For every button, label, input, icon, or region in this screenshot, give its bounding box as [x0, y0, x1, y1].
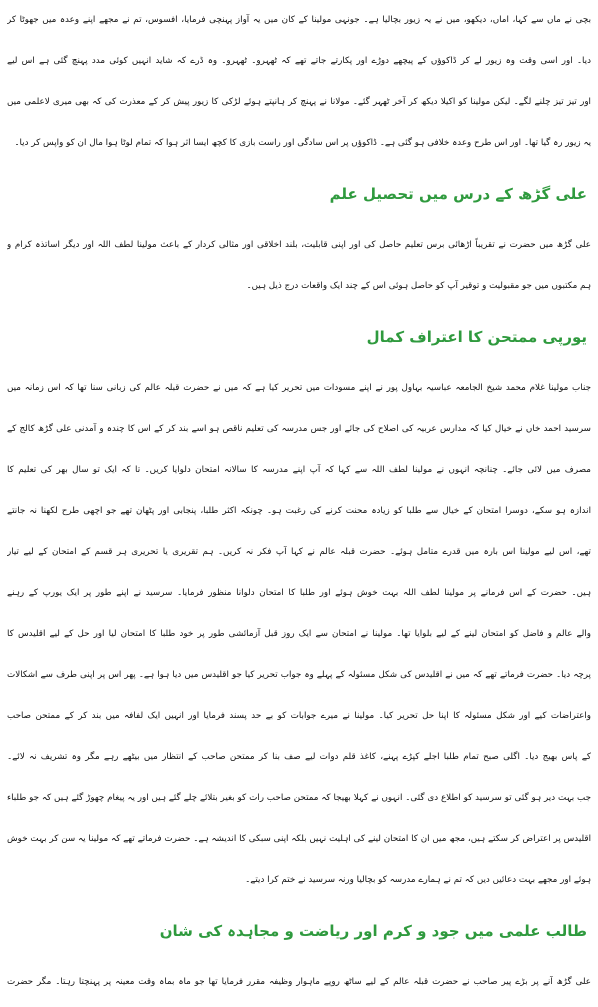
section-heading-education: علی گڑھ کے درس میں تحصیل علم	[329, 185, 587, 203]
section-heading-examiner: یورپی ممتحن کا اعتراف کمال	[366, 328, 587, 346]
text-line: علی گڑھ آنے پر بڑے پیر صاحب نے حضرت قبلہ عالم کے لیے ساٹھ روپے ماہوار وظیفہ مقرر فرمایا تھا جو ماہ بماہ وقت معینہ پر پہنچتا رہتا۔ مگر حضرت	[7, 977, 591, 987]
text-line: علی گڑھ میں حضرت نے تقریباً اڑھائی برس تعلیم حاصل کی اور اپنی قابلیت، بلند اخلاقی اور مثالی کردار کے باعث مولینا لطف اللہ اور دیگر اساتذہ کرام و	[7, 240, 591, 250]
text-line: اور تیز تیز چلنے لگے۔ لیکن مولینا کو اکیلا دیکھ کر آخر ٹھہر گئے۔ مولانا نے پہنچ کر ہانپتے ہوئے لڑکی کا زیور پیش کر کے معذرت کی کہ بھی میری لاعلمی میں	[7, 97, 591, 107]
text-line: اندازہ ہو سکے، دوسرا امتحان کے خیال سے طلبا کو زیادہ محنت کرنے کی رغبت ہو۔ چونکہ اکثر طلبا، پنجابی اور پٹھان تھے جو اچھی طرح لکھنا نہ جانتے	[7, 506, 591, 516]
text-line: ہم مکتبوں میں جو مقبولیت و توقیر آپ کو حاصل ہوئی اس کے چند ایک واقعات درج ذیل ہیں۔	[246, 281, 591, 291]
text-line: پرچہ دیا۔ حضرت فرماتے تھے کہ میں نے اقلیدس کی شکل مسئولہ کے پہلے وہ جواب تحریر کیا جو اقلیدس میں دیا ہوا ہے۔ پھر اس پر اپنی طرف سے اشکالات	[7, 670, 591, 680]
text-line: ہوئے اور مجھے بہت دعائیں دیں کہ تم نے ہمارے مدرسہ کو بچالیا ورنہ سرسید نے ختم کرا دیتے۔	[245, 875, 591, 885]
text-line: مصرف میں لائی جائے۔ چنانچہ انہوں نے مولینا لطف اللہ سے کہا کہ آپ اپنے مدرسہ کا سالانہ امتحان دلوایا کریں۔ تا کہ ایک تو سال بھر کی تعلیم کا	[7, 465, 591, 475]
text-line: بچی نے ماں سے کہا، اماں، دیکھو، میں نے یہ زیور بچالیا ہے۔ جونہی مولینا کے کان میں یہ آواز پہنچی فرمایا، افسوس، تم نے مجھے اپنے وعدہ میں جھوٹا کر	[7, 15, 591, 25]
paragraph-examiner	[7, 368, 591, 901]
paragraph-intro	[7, 0, 591, 164]
text-line: والے عالم و فاضل کو امتحان لینے کے لیے بلوایا تھا۔ مولینا نے امتحان سے ایک روز قبل آزمائشی طور پر خود طلبا کا امتحان لیا اور حل کے لیے اقلیدس کا	[7, 629, 591, 639]
text-line: تھے، اس لیے مولینا اس بارہ میں قدرے متامل ہوئے۔ حضرت قبلہ عالم نے کہا آپ فکر نہ کریں۔ ہم تقریری یا تحریری ہر قسم کے امتحان کے لیے تیار	[7, 547, 591, 557]
text-line: دیا۔ اور اسی وقت وہ زیور لے کر ڈاکوؤں کے پیچھے دوڑے اور پکارتے جاتے تھے کہ ٹھہرو۔ ٹھہرو۔ وہ ڈرے کہ شاید انہیں کوئی مدد پہنچ گئی ہے اس لیے	[7, 56, 591, 66]
text-line: ہیں۔ حضرت کے اس فرمانے پر مولینا لطف اللہ بہت خوش ہوئے اور طلبا کا امتحان دلوانا منظور فرمایا۔ سرسید نے اپنے طور پر ایک یورپ کے رہنے	[7, 588, 591, 598]
text-line: سرسید احمد خاں نے خیال کیا کہ مدارس عربیہ کی اصلاح کی جائے اور جس مدرسہ کی تعلیم ناقص ہو اسے بند کر کے اس کا چندہ و آمدنی علی گڑھ کالج کے	[7, 424, 591, 434]
text-line: کے پاس بھیج دیا۔ اگلی صبح تمام طلبا اجلے کپڑے پہنے، کاغذ قلم دوات لیے صف بنا کر ممتحن صاحب کے انتظار میں بیٹھے رہے مگر وہ تشریف نہ لائے۔	[7, 752, 591, 762]
text-line: جناب مولینا غلام محمد شیخ الجامعہ عباسیہ بہاول پور نے اپنے مسودات میں تحریر کیا ہے کہ میں نے حضرت قبلہ عالم کی زبانی سنا تھا کہ اس زمانہ میں	[7, 383, 591, 393]
paragraph-generosity	[7, 962, 591, 1003]
text-line: واعتراضات کیے اور شکل مسئولہ کا اپنا حل تحریر کیا۔ مولینا نے میرے جوابات کو بے حد پسند فرمایا اور انہیں ایک لفافہ میں بند کر کے ممتحن صاحب	[7, 711, 591, 721]
section-heading-generosity: طالب علمی میں جود و کرم اور ریاضت و مجاہدہ کی شان	[159, 922, 587, 940]
text-line: یہ زیور رہ گیا تھا۔ اور اس طرح وعدہ خلافی ہو گئی ہے۔ ڈاکوؤں پر اس سادگی اور راست بازی کا کچھ ایسا اثر ہوا کہ تمام لوٹا ہوا مال ان کو واپس کر دیا۔	[14, 138, 591, 148]
text-line: اقلیدس پر اعتراض کر سکتے ہیں، مجھ میں ان کا امتحان لینے کی اہلیت نہیں بلکہ اپنی سبکی کا اندیشہ ہے۔ حضرت فرماتے تھے کہ مولینا یہ سن کر بہت خوش	[7, 834, 591, 844]
paragraph-education	[7, 225, 591, 307]
text-line: جب بہت دیر ہو گئی تو سرسید کو اطلاع دی گئی۔ انہوں نے کہلا بھیجا کہ ممتحن صاحب رات کو بغیر بتلائے چلے گئے ہیں اور یہ پیغام چھوڑ گئے ہیں کہ جو طلباء	[7, 793, 591, 803]
